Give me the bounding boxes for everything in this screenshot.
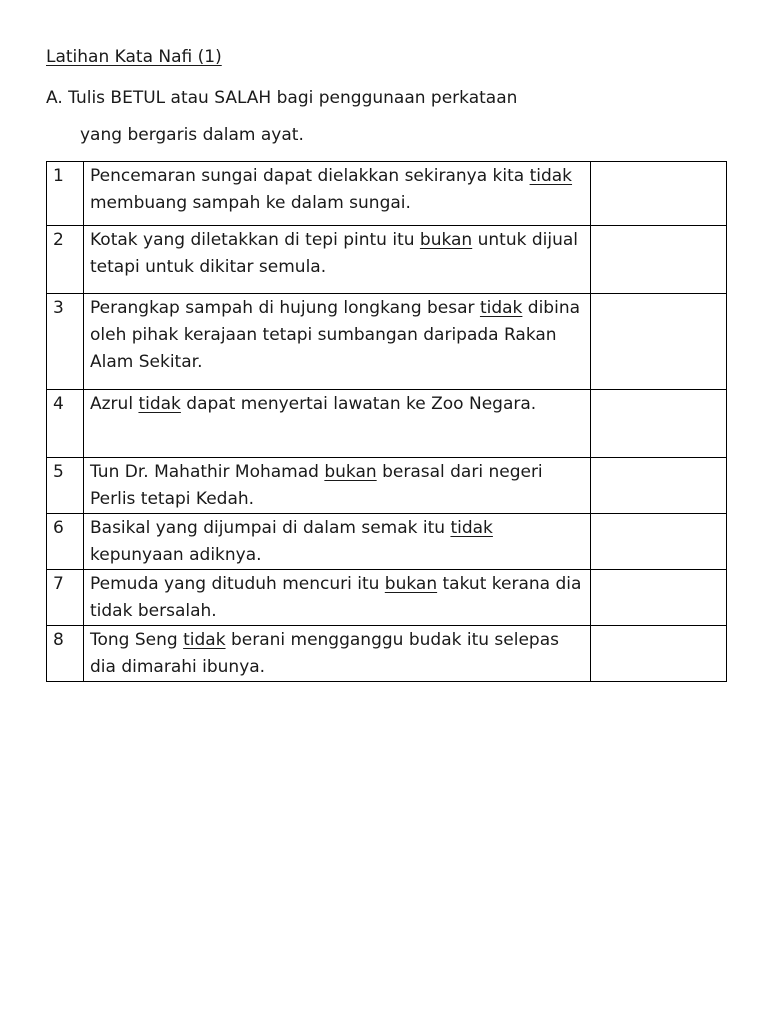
worksheet-title: Latihan Kata Nafi (1) (46, 47, 222, 67)
sentence-text-before: Kotak yang diletakkan di tepi pintu itu (90, 230, 420, 250)
sentence-text-after: dibina oleh pihak kerajaan tetapi sumbangan daripada Rakan Alam Sekitar. (90, 298, 581, 372)
underlined-word: bukan (384, 574, 438, 594)
answer-cell[interactable] (591, 514, 727, 570)
answer-cell[interactable] (591, 390, 727, 458)
sentence-text-after: takut kerana dia tidak bersalah. (90, 574, 582, 621)
question-sentence (84, 570, 591, 626)
sentence-text-after: dapat menyertai lawatan ke Zoo Negara. (180, 394, 537, 414)
question-number: 6 (47, 514, 84, 570)
question-number: 3 (47, 294, 84, 390)
question-sentence (84, 294, 591, 390)
question-row-6 (47, 514, 727, 570)
underlined-word: tidak (479, 298, 523, 318)
sentence-text-before: Tong Seng (90, 630, 184, 650)
question-row-5 (47, 458, 727, 514)
sentence-text-after: untuk dijual tetapi untuk dikitar semula. (90, 230, 579, 277)
sentence-text-before: Tun Dr. Mahathir Mohamad (90, 462, 325, 482)
question-row-3 (47, 294, 727, 390)
answer-cell[interactable] (591, 570, 727, 626)
answer-cell[interactable] (591, 626, 727, 682)
underlined-word: tidak (450, 518, 493, 538)
answer-cell[interactable] (591, 162, 727, 226)
question-sentence (84, 226, 591, 294)
question-sentence (84, 162, 591, 226)
instruction-line-1: A. Tulis BETUL atau SALAH bagi penggunaan perkataan (46, 88, 518, 108)
question-number: 4 (47, 390, 84, 458)
question-row-2 (47, 226, 727, 294)
sentence-text-after: berasal dari negeri Perlis tetapi Kedah. (90, 462, 543, 509)
sentence-text-after: berani mengganggu budak itu selepas dia dimarahi ibunya. (90, 630, 559, 677)
sentence-text-before: Perangkap sampah di hujung longkang besar (90, 298, 480, 318)
question-number: 1 (47, 162, 84, 226)
underlined-word: bukan (419, 230, 473, 250)
question-row-7 (47, 570, 727, 626)
answer-cell[interactable] (591, 458, 727, 514)
question-row-1 (47, 162, 727, 226)
question-sentence (84, 458, 591, 514)
exercise-table (46, 161, 727, 682)
question-row-4 (47, 390, 727, 458)
question-number: 2 (47, 226, 84, 294)
underlined-word: bukan (324, 462, 377, 482)
question-sentence (84, 390, 591, 458)
question-sentence (84, 514, 591, 570)
question-number: 7 (47, 570, 84, 626)
sentence-text-before: Basikal yang dijumpai di dalam semak itu (90, 518, 451, 538)
answer-cell[interactable] (591, 226, 727, 294)
sentence-text-before: Pemuda yang dituduh mencuri itu (90, 574, 385, 594)
sentence-text-before: Pencemaran sungai dapat dielakkan sekiranya kita (90, 166, 530, 186)
question-number: 5 (47, 458, 84, 514)
question-sentence (84, 626, 591, 682)
instruction-line-2: yang bergaris dalam ayat. (80, 125, 304, 145)
sentence-text-before: Azrul (90, 394, 139, 414)
answer-cell[interactable] (591, 294, 727, 390)
question-row-8 (47, 626, 727, 682)
underlined-word: tidak (529, 166, 573, 186)
underlined-word: tidak (138, 394, 181, 414)
question-number: 8 (47, 626, 84, 682)
sentence-text-after: membuang sampah ke dalam sungai. (90, 193, 411, 213)
sentence-text-after: kepunyaan adiknya. (90, 545, 262, 565)
underlined-word: tidak (183, 630, 226, 650)
